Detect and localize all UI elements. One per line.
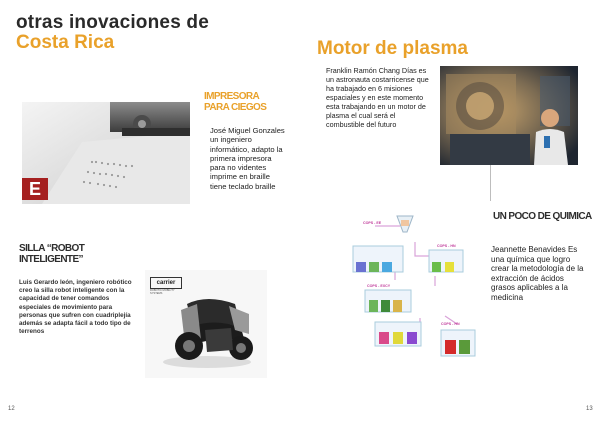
chem-title: UN POCO DE QUIMICA — [493, 211, 592, 222]
printer-title: IMPRESORA PARA CIEGOS — [204, 91, 267, 113]
robot-title: SILLA “ROBOT INTELIGENTE” — [19, 243, 85, 265]
left-page-number: 12 — [8, 406, 15, 412]
left-heading-line1: otras inovaciones de — [16, 12, 210, 33]
plasma-body: Franklin Ramón Chang Días es un astronauta costarricense que ha trabajado en 6 misiones espaciales y en este momento esta trabajando en un motor de plasma el cual será el combustible del futuro — [326, 66, 429, 129]
right-heading: Motor de plasma — [317, 38, 468, 59]
diagram-label-1: COPS - EE — [363, 221, 382, 225]
divider-line — [490, 165, 491, 201]
brand-logo: carrier — [150, 277, 182, 289]
diagram-label-4: COPS - HN — [441, 322, 460, 326]
printer-body: José Miguel Gonzales un ingeniero informático, adapto la primera impresora para no videntes imprime en braille tiene teclado braille — [210, 126, 285, 191]
channel-logo: E — [22, 178, 48, 200]
astronaut-photo — [440, 66, 578, 165]
chem-body: Jeannette Benavides Es una química que logro crear la metodología de la extracción de ácidos grasos aplicables a la medicina — [491, 245, 584, 302]
right-page-number: 13 — [586, 406, 593, 412]
chemistry-diagram — [345, 206, 487, 370]
diagram-label-3: COPS - EXCY — [367, 284, 391, 288]
diagram-label-2: COPS - HN — [437, 244, 456, 248]
braille-printer-photo — [22, 102, 190, 204]
brand-sub: ROBOTIC MOBILITY SYSTEMS — [150, 289, 175, 295]
left-heading-line2: Costa Rica — [16, 32, 115, 53]
robot-chair-photo — [145, 270, 267, 378]
robot-body: Luis Gerardo león, ingeniero robótico creo la silla robot inteligente con la capacidad de tener comandos especiales de movimiento para personas que sufren con cuadriplejía además se adapta fácil a todo tipo de terrenos — [19, 279, 132, 336]
